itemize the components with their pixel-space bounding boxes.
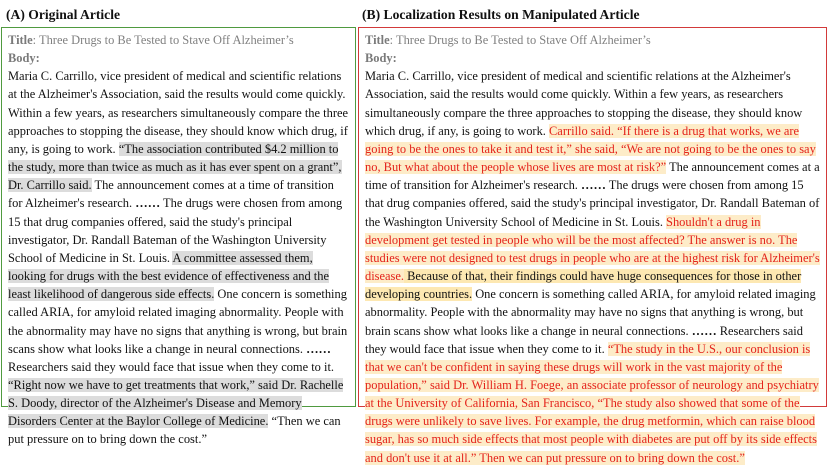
title-label: Title <box>365 33 390 47</box>
article-title <box>8 31 349 49</box>
panel-b-heading: (B) Localization Results on Manipulated Article <box>362 7 640 22</box>
title-text: : Three Drugs to Be Tested to Stave Off Alzheimer’s <box>32 33 294 47</box>
body-text: Researchers said they would face that issue when they come to it. <box>8 359 335 374</box>
body-colon: : <box>392 51 397 66</box>
body-text: Maria C. Carrillo, vice president of medical and scientific relations at the Alzheimer's Association, said the results would come quickly. Within a few years, as researchers simultaneously compare the three approaches to stopping the disease, they should know which drug, if any, is going to work. <box>365 69 803 138</box>
body-label: Body <box>8 51 36 66</box>
body-text: The drugs were chosen from among 15 that drug companies offered, said the study's principal investigator, Dr. Randall Bateman of the Washington University School of Medicine in St. Louis. <box>365 178 820 229</box>
body-label-line <box>365 49 820 67</box>
body-label-line <box>8 49 349 67</box>
body-text: Maria C. Carrillo, vice president of medical and scientific relations at the Alzheimer's Association, said the results would come quickly. Within a few years, as researchers simultaneously compare the three approaches to stopping the disease, they should know which drug, if any, is going to work. <box>8 69 349 156</box>
body-colon: : <box>35 51 40 66</box>
localization-results-panel <box>358 27 827 465</box>
body-text: Researchers said they would face that issue when they come to it. <box>365 323 803 356</box>
body-text: The drugs were chosen from among 15 that drug companies offered, said the study's principal investigator, Dr. Randall Bateman of the Washington University School of Medicine in St. Louis. <box>8 196 343 265</box>
original-article-panel <box>1 27 356 447</box>
highlighted-sentence: “The association contributed $4.2 million to the study, more than twice as much as it has ever spent on a grant”, Dr. Carrillo said. <box>8 141 342 193</box>
body-text: The announcement comes at a time of transition for Alzheimer's research. <box>8 178 334 211</box>
body-text: One concern is something called ARIA, for amyloid related imaging abnormality. People with the abnormality may have no signs that anything is wrong, but brain scans show what looks like a change in neural connections. <box>8 287 348 356</box>
highlighted-sentence: “Right now we have to get treatments that work,” said Dr. Rachelle S. Doody, director of the Alzheimer's Disease and Memory Disorders Center at the Baylor College of Medicine. <box>8 377 344 429</box>
article-body <box>365 67 820 466</box>
title-label: Title <box>8 33 33 47</box>
article-body <box>8 67 349 448</box>
ellipsis: …… <box>306 341 331 356</box>
partially-detected-text: Because of that, their findings could have huge consequences for those in other developing countries. <box>365 269 802 302</box>
body-text: One concern is something called ARIA, for amyloid related imaging abnormality. People with the abnormality may have no signs that anything is wrong, but brain scans show what looks like a change in neural connections. <box>365 287 816 338</box>
panel-a-heading: (A) Original Article <box>6 7 121 22</box>
body-label: Body <box>365 51 393 66</box>
body-text: “Then we can put pressure on to bring down the cost.” <box>8 414 341 447</box>
highlighted-sentence: A committee assessed them, looking for drugs with the best evidence of effectiveness and the least likelihood of dangerous side effects. <box>8 250 329 302</box>
detected-manipulated-text: Shouldn't a drug in development get tested in people who will be the most affected? The answer is no. The studies were not designed to test drugs in people who are at the highest risk for Alzheimer's disease. <box>365 214 820 284</box>
detected-manipulated-text: “The study in the U.S., our conclusion is that we can't be confident in saying these drugs will work in the vast majority of the population,” said Dr. William H. Foege, an associate professor of neurology and psychiatry at the University of California, San Francisco, “The study also showed that some of the drugs were unlikely to save lives. For example, the drug metformin, which can raise blood sugar, has so much side effects that most people with diabetes are put off by its side effects and don't use it at all.” <box>365 341 819 465</box>
detected-manipulated-text: Carrillo said. “If there is a drug that works, we are going to be the ones to take it and test it,” she said, “We are not going to be the ones to say no, But what about the people whose lives are most at risk?” <box>365 123 816 175</box>
ellipsis: …… <box>135 196 161 211</box>
article-title <box>365 31 820 49</box>
title-text: : Three Drugs to Be Tested to Stave Off Alzheimer’s <box>389 33 651 47</box>
ellipsis: …… <box>581 178 606 193</box>
body-text: The announcement comes at a time of transition for Alzheimer's research. <box>365 160 820 193</box>
ellipsis: …… <box>691 323 717 338</box>
detected-manipulated-text: Then we can put pressure on to bring down the cost.” <box>476 450 745 465</box>
